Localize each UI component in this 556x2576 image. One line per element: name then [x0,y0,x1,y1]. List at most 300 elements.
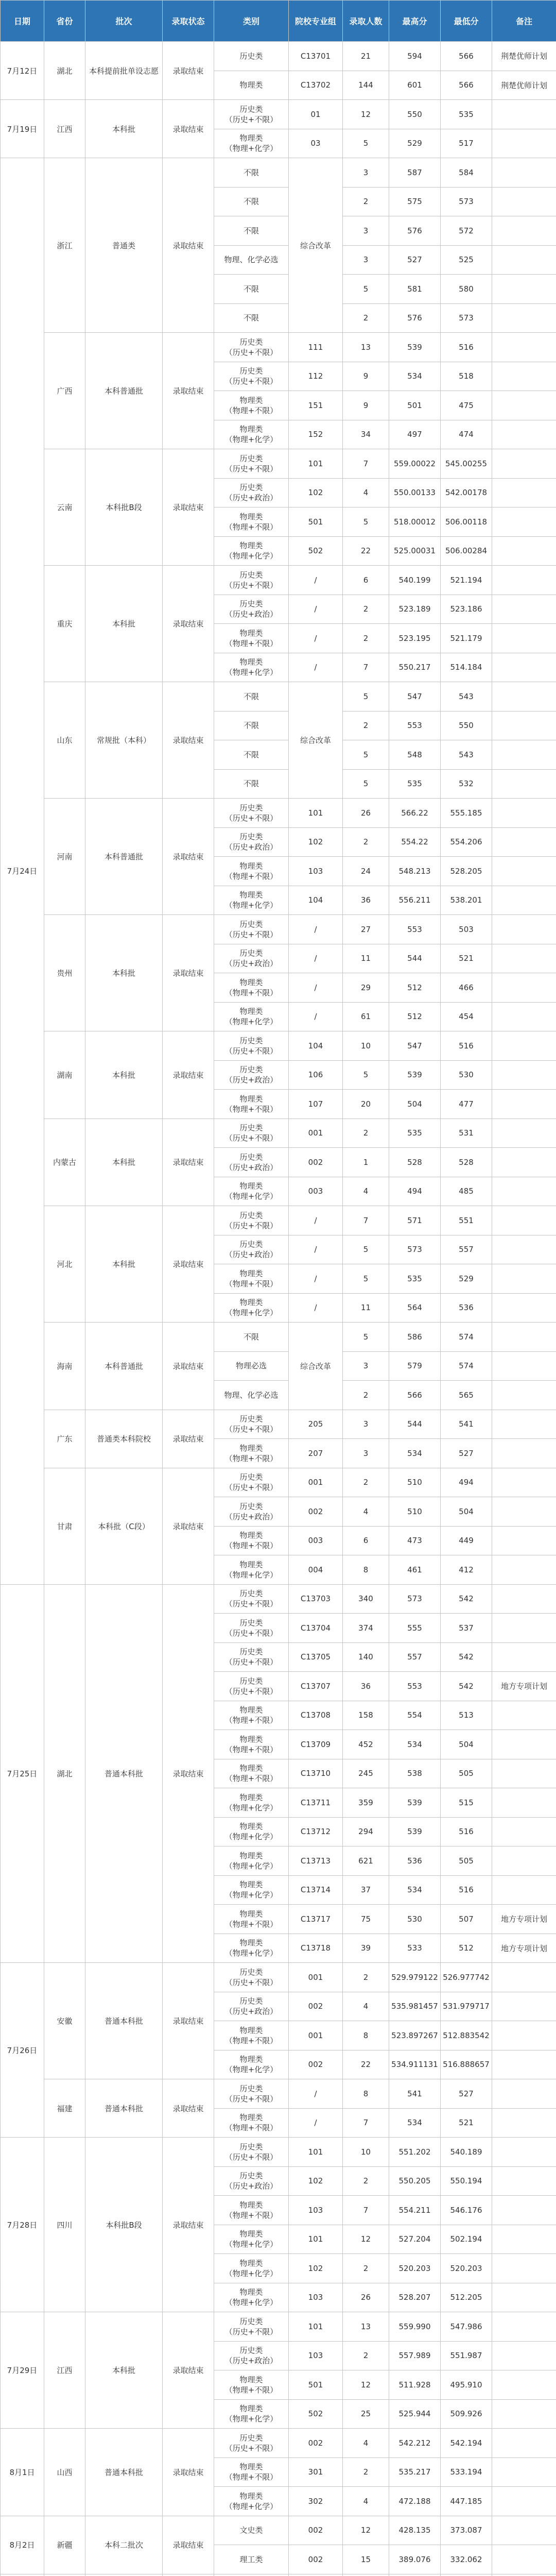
max-score-cell: 535 [389,1264,441,1294]
category-cell [214,653,289,682]
group-cell: 104 [289,1031,343,1061]
category-cell [214,2545,289,2574]
count-cell: 2 [343,303,389,333]
min-score-cell: 547.986 [441,2312,492,2342]
group-cell: / [289,653,343,682]
category-name: 物理类 [239,1560,263,1569]
category-name: 历史类 [239,2346,263,2355]
category-cell [214,711,289,740]
count-cell: 2 [343,1468,389,1497]
count-cell: 26 [343,2283,389,2312]
count-cell: 2 [343,1963,389,1992]
note-cell: 地方专项计划 [492,1905,556,1934]
note-cell [492,1817,556,1846]
max-score-cell: 536 [389,1846,441,1876]
max-score-cell: 547 [389,1031,441,1061]
header-date: 日期 [1,1,44,42]
note-cell [492,653,556,682]
min-score-cell: 474 [441,420,492,449]
group-cell: 004 [289,1555,343,1585]
subject-requirement: （历史+不限） [224,1599,278,1609]
min-score-cell: 528 [441,1148,492,1177]
max-score-cell: 510 [389,1497,441,1527]
group-cell: 207 [289,1439,343,1468]
max-score-cell: 510 [389,1468,441,1497]
group-cell: 104 [289,886,343,915]
note-cell [492,915,556,944]
count-cell: 12 [343,2516,389,2545]
category-name: 物理类 [239,80,263,90]
date-cell: 7月29日 [1,2312,44,2429]
category-name: 不限 [243,167,259,177]
note-cell [492,2254,556,2283]
subject-requirement: （物理+化学） [224,2240,278,2249]
group-cell: C13712 [289,1817,343,1846]
category-name: 物理类 [239,2462,263,2472]
category-name: 物理类 [239,512,263,521]
subject-requirement: （历史+政治） [224,842,278,852]
max-score-cell: 571 [389,1206,441,1235]
category-name: 历史类 [239,1036,263,1045]
subject-requirement: （历史+不限） [224,1133,278,1143]
count-cell: 5 [343,1323,389,1352]
category-name: 物理类 [239,1764,263,1773]
min-score-cell: 527 [441,2079,492,2109]
status-cell: 录取结束 [163,449,214,566]
subject-requirement: （历史+不限） [224,347,278,357]
status-cell: 录取结束 [163,1031,214,1119]
count-cell: 2 [343,2341,389,2370]
note-cell [492,216,556,246]
table-row [1,449,556,479]
category-cell [214,1468,289,1497]
group-cell: 001 [289,1468,343,1497]
category-name: 历史类 [239,1472,263,1482]
date-cell: 8月1日 [1,2429,44,2516]
batch-cell: 普通本科批 [85,1584,163,1963]
note-cell [492,769,556,799]
category-cell [214,799,289,828]
min-score-cell: 504 [441,1497,492,1527]
min-score-cell: 517 [441,129,492,158]
count-cell: 13 [343,333,389,362]
note-cell [492,2166,556,2196]
min-score-cell: 505 [441,1759,492,1788]
category-cell [214,1323,289,1352]
header-category: 类别 [214,1,289,42]
note-cell [492,1206,556,1235]
max-score-cell: 566 [389,1381,441,1410]
category-name: 历史类 [239,1210,263,1220]
province-cell [44,2574,85,2576]
category-name: 历史类 [239,2083,263,2093]
subject-requirement: （历史+不限） [224,464,278,473]
count-cell: 2 [343,2166,389,2196]
max-score-cell: 542.212 [389,2429,441,2458]
count-cell: 2 [343,1381,389,1410]
count-cell: 2 [343,1118,389,1148]
min-score-cell: 550 [441,711,492,740]
count-cell: 34 [343,420,389,449]
max-score-cell: 539 [389,1788,441,1818]
min-score-cell: 477 [441,1090,492,1119]
category-cell [214,536,289,566]
count-cell: 5 [343,1235,389,1264]
category-cell [214,944,289,973]
category-cell [214,1060,289,1090]
note-cell [492,2283,556,2312]
note-cell [492,857,556,886]
group-cell: 112 [289,362,343,391]
category-name: 物理类 [239,541,263,551]
subject-requirement: （历史+政治） [224,1512,278,1521]
min-score-cell: 516 [441,1031,492,1061]
min-score-cell: 542 [441,1672,492,1701]
subject-requirement: （物理+化学） [224,2414,278,2424]
group-cell: 003 [289,1177,343,1206]
group-cell: C13705 [289,1642,343,1672]
note-cell [492,1730,556,1759]
count-cell: 5 [343,740,389,770]
province-cell: 广东 [44,1410,85,1468]
province-cell: 江西 [44,100,85,158]
note-cell [492,1323,556,1352]
count-cell: 12 [343,2225,389,2254]
category-name: 历史类 [239,570,263,580]
note-cell [492,2225,556,2254]
min-score-cell: 574 [441,1351,492,1381]
category-cell [214,682,289,711]
category-name: 历史类 [239,337,263,347]
status-cell: 录取结束 [163,2312,214,2429]
province-cell: 河南 [44,799,85,915]
note-cell [492,1701,556,1730]
table-row [1,100,556,129]
category-name: 历史类 [239,1647,263,1657]
count-cell: 10 [343,2138,389,2167]
category-cell [214,1293,289,1323]
group-cell: 101 [289,799,343,828]
count-cell: 158 [343,1701,389,1730]
status-cell: 录取结束 [163,333,214,449]
min-score-cell: 516.888657 [441,2050,492,2079]
max-score-cell: 530 [389,1905,441,1934]
province-cell: 湖北 [44,1584,85,1963]
category-cell [214,973,289,1003]
batch-cell: 本科提前批单设志愿 [85,42,163,100]
note-cell [492,2021,556,2050]
status-cell: 录取结束 [163,42,214,100]
count-cell: 8 [343,2021,389,2050]
count-cell: 8 [343,2079,389,2109]
subject-requirement: （物理+不限） [224,2036,278,2045]
count-cell: 25 [343,2399,389,2429]
subject-requirement: （物理+不限） [224,1744,278,1754]
province-cell: 河北 [44,1206,85,1323]
count-cell: 9 [343,362,389,391]
min-score-cell: 532 [441,769,492,799]
batch-cell: 本科普通批 [85,1323,163,1410]
status-cell: 录取结束 [163,2429,214,2516]
min-score-cell: 540.189 [441,2138,492,2167]
count-cell: 5 [343,275,389,304]
status-cell: 录取结束 [163,158,214,333]
count-cell: 61 [343,1002,389,1031]
max-score-cell: 550 [389,100,441,129]
max-score-cell: 550.217 [389,653,441,682]
max-score-cell: 534 [389,1439,441,1468]
min-score-cell: 506.00284 [441,536,492,566]
min-score-cell: 512 [441,1934,492,1963]
count-cell: 245 [343,1759,389,1788]
group-cell: 101 [289,2138,343,2167]
min-score-cell: 573 [441,303,492,333]
count-cell: 2 [343,827,389,857]
subject-requirement: （物理+化学） [224,901,278,910]
group-cell: / [289,2108,343,2138]
table-row [1,2079,556,2109]
header-max-score: 最高分 [389,1,441,42]
note-cell [492,2429,556,2458]
note-cell [492,391,556,420]
province-cell: 贵州 [44,915,85,1031]
max-score-cell: 525.944 [389,2399,441,2429]
header-province: 省份 [44,1,85,42]
province-cell: 山东 [44,682,85,799]
max-score-cell: 534 [389,362,441,391]
subject-requirement: （历史+政治） [224,959,278,969]
table-row [1,682,556,711]
group-cell: 102 [289,2166,343,2196]
group-cell: 111 [289,333,343,362]
subject-requirement: （物理+不限） [224,2385,278,2395]
group-cell: 综合改革 [289,682,343,799]
max-score-cell: 579 [389,1351,441,1381]
count-cell: 5 [343,129,389,158]
batch-cell: 本科批 [85,2312,163,2429]
group-cell: C13708 [289,1701,343,1730]
subject-requirement: （历史+不限） [224,929,278,939]
category-cell [214,2079,289,2109]
max-score-cell: 594 [389,42,441,71]
max-score-cell: 548 [389,740,441,770]
subject-requirement: （历史+不限） [224,1425,278,1434]
min-score-cell: 495.910 [441,2370,492,2400]
subject-requirement: （物理+化学） [224,2501,278,2511]
min-score-cell: 584 [441,158,492,188]
batch-cell: 普通类本科院校 [85,1410,163,1468]
note-cell [492,2138,556,2167]
count-cell: 340 [343,1584,389,1614]
batch-cell: 本科普通批 [85,333,163,449]
subject-requirement: （历史+不限） [224,2152,278,2162]
min-score-cell: 521 [441,944,492,973]
note-cell [492,711,556,740]
batch-cell: 本科批（C段） [85,1468,163,1584]
min-score-cell: 541 [441,1410,492,1439]
batch-cell: 普通本科批 [85,2079,163,2138]
subject-requirement: （物理+化学） [224,144,278,154]
date-cell: 7月19日 [1,100,44,158]
min-score-cell: 551 [441,1206,492,1235]
min-score-cell: 518 [441,362,492,391]
date-cell: 7月28日 [1,2138,44,2312]
max-score-cell: 539 [389,1817,441,1846]
count-cell: 5 [343,1264,389,1294]
category-name: 历史类 [239,803,263,812]
category-cell [214,1963,289,1992]
min-score-cell: 503 [441,915,492,944]
subject-requirement: （历史+政治） [224,493,278,503]
min-score-cell: 574 [441,1323,492,1352]
category-cell [214,391,289,420]
batch-cell: 普通本科批 [85,2429,163,2516]
max-score-cell: 554.211 [389,2196,441,2225]
batch-cell: 普通类 [85,158,163,333]
min-score-cell: 516 [441,1817,492,1846]
note-cell [492,2399,556,2429]
group-cell: C13709 [289,1730,343,1759]
category-cell [214,303,289,333]
subject-requirement: （物理+不限） [224,1453,278,1463]
max-score-cell: 541 [389,2079,441,2109]
note-cell [492,1526,556,1555]
group-cell: 01 [289,100,343,129]
category-name: 不限 [243,226,259,235]
subject-requirement: （物理+不限） [224,1716,278,1725]
subject-requirement: （物理+不限） [224,2123,278,2133]
category-cell [214,1701,289,1730]
group-cell: / [289,1264,343,1294]
min-score-cell: 542 [441,1642,492,1672]
group-cell: / [289,973,343,1003]
category-name: 历史类 [239,51,263,61]
category-name: 物理类 [239,2404,263,2414]
note-cell [492,1410,556,1439]
group-cell: C13703 [289,1584,343,1614]
province-cell: 重庆 [44,566,85,682]
min-score-cell: 527 [441,1439,492,1468]
province-cell: 安徽 [44,1963,85,2079]
max-score-cell: 472.188 [389,2487,441,2516]
count-cell: 2 [343,624,389,653]
category-name: 历史类 [239,948,263,958]
category-cell [214,2429,289,2458]
count-cell: 6 [343,1526,389,1555]
note-cell [492,2574,556,2576]
group-cell: / [289,566,343,595]
note-cell [492,1060,556,1090]
date-cell [1,2574,44,2576]
header-major-group: 院校专业组 [289,1,343,42]
max-score-cell: 534.911131 [389,2050,441,2079]
category-cell [214,827,289,857]
min-score-cell: 509.926 [441,2399,492,2429]
category-name: 物理类 [239,861,263,871]
count-cell: 6 [343,566,389,595]
category-name: 物理类 [239,1268,263,1278]
header-note: 备注 [492,1,556,42]
subject-requirement: （历史+不限） [224,580,278,590]
category-cell [214,1905,289,1934]
subject-requirement: （历史+不限） [224,1977,278,1987]
subject-requirement: （历史+政治） [224,609,278,619]
min-score-cell: 565 [441,1381,492,1410]
category-name: 物理类 [239,1822,263,1832]
min-score-cell: 550.194 [441,2166,492,2196]
category-cell [214,1177,289,1206]
note-cell [492,1351,556,1381]
subject-requirement: （物理+化学） [224,1192,278,1201]
subject-requirement: （物理+不限） [224,1104,278,1114]
subject-requirement: （历史+不限） [224,2443,278,2453]
subject-requirement: （物理+化学） [224,551,278,561]
max-score-cell: 525.00031 [389,536,441,566]
category-name: 历史类 [239,832,263,842]
subject-requirement: （物理+化学） [224,668,278,677]
category-name: 物理类 [239,1007,263,1016]
min-score-cell: 526.977742 [441,1963,492,1992]
max-score-cell: 501 [389,391,441,420]
max-score-cell: 556.211 [389,886,441,915]
count-cell: 7 [343,2108,389,2138]
category-cell [214,1934,289,1963]
category-cell [214,1672,289,1701]
note-cell [492,449,556,479]
category-name: 理工类 [239,2554,263,2564]
subject-requirement: （历史+政治） [224,1162,278,1172]
note-cell [492,333,556,362]
min-score-cell: 516 [441,1875,492,1905]
status-cell: 录取结束 [163,1468,214,1584]
subject-requirement: （历史+政治） [224,2007,278,2016]
group-cell: C13718 [289,1934,343,1963]
min-score-cell: 531 [441,1118,492,1148]
note-cell [492,1235,556,1264]
category-name: 物理类 [239,2055,263,2064]
group-cell: 103 [289,2196,343,2225]
status-cell: 录取结束 [163,566,214,682]
group-cell: 102 [289,478,343,507]
group-cell: C13714 [289,1875,343,1905]
group-cell: / [289,595,343,624]
category-name: 历史类 [239,1152,263,1162]
min-score-cell: 514.184 [441,653,492,682]
max-score-cell: 559.990 [389,2312,441,2342]
province-cell: 四川 [44,2138,85,2312]
note-cell [492,1264,556,1294]
note-cell [492,507,556,537]
category-cell [214,42,289,71]
category-name: 历史类 [239,1967,263,1977]
count-cell: 374 [343,1614,389,1643]
group-cell: 302 [289,2487,343,2516]
status-cell: 录取结束 [163,915,214,1031]
status-cell: 录取结束 [163,100,214,158]
category-name: 物理类 [239,1094,263,1104]
date-cell: 7月25日 [1,1584,44,1963]
category-name: 物理类 [239,657,263,667]
min-score-cell: 521.194 [441,566,492,595]
max-score-cell: 534 [389,2108,441,2138]
category-name: 物理类 [239,1298,263,1308]
category-cell [214,1206,289,1235]
max-score-cell: 389.076 [389,2545,441,2574]
category-cell [214,245,289,275]
note-cell [492,2370,556,2400]
category-name: 历史类 [239,366,263,376]
note-cell [492,682,556,711]
